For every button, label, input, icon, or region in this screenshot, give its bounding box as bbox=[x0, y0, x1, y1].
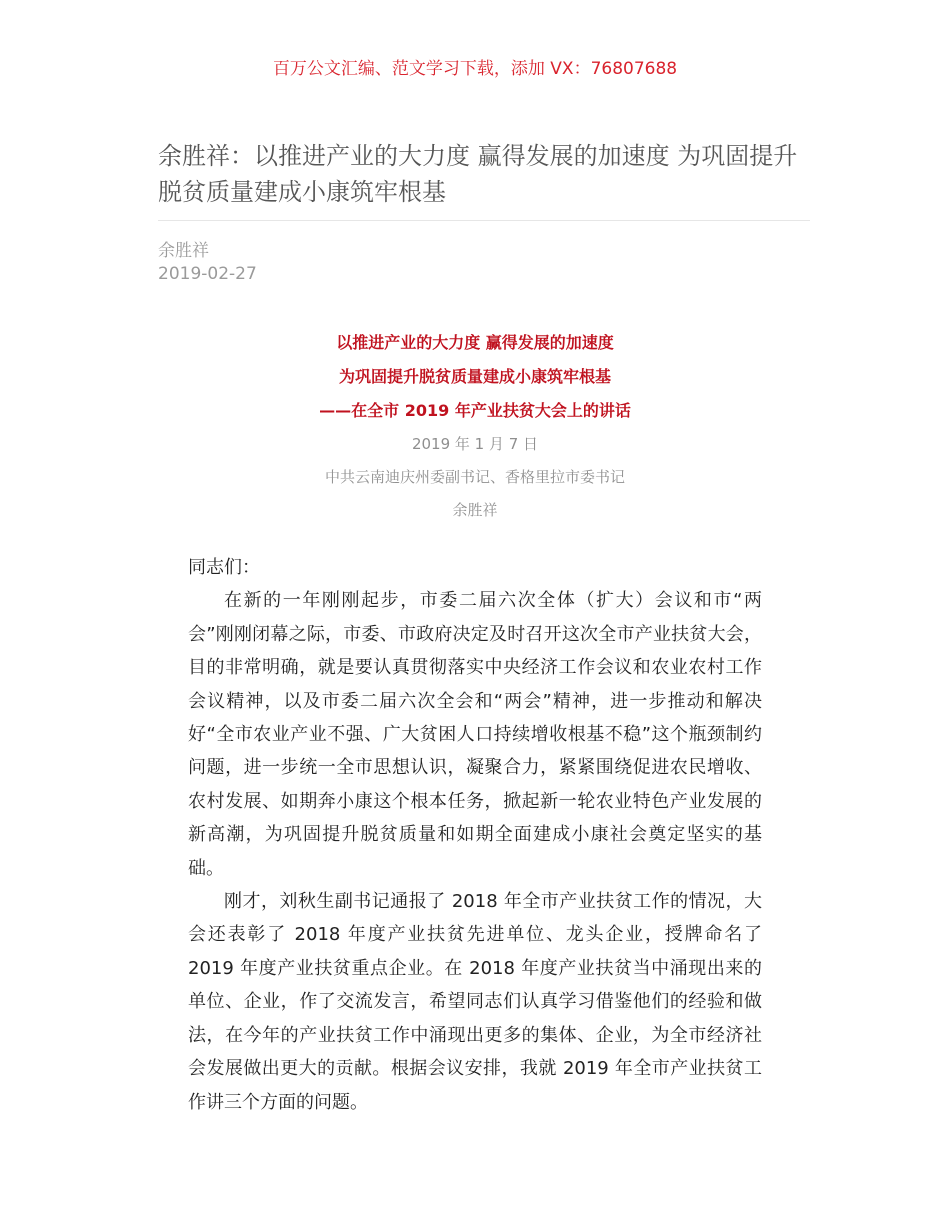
article-date: 2019-02-27 bbox=[158, 264, 257, 284]
speech-title-line-2: 为巩固提升脱贫质量建成小康筑牢根基 bbox=[338, 367, 611, 386]
article-meta bbox=[158, 240, 257, 286]
promo-banner: 百万公文汇编、范文学习下载，添加 VX：76807688 bbox=[272, 59, 678, 79]
speech-body bbox=[188, 551, 762, 1119]
speech-date: 2019 年 1 月 7 日 bbox=[411, 435, 539, 453]
speech-subtitle: ——在全市 2019 年产业扶贫大会上的讲话 bbox=[319, 401, 631, 420]
speech-title-line-1: 以推进产业的大力度 赢得发展的加速度 bbox=[336, 333, 614, 352]
body-paragraph-2: 刚才，刘秋生副书记通报了 2018 年全市产业扶贫工作的情况，大会还表彰了 2018 年度产业扶贫先进单位、龙头企业，授牌命名了 2019 年度产业扶贫重点企业。在 2018 年度产业扶贫当中涌现出来的单位、企业，作了交流发言，希望同志们认真学习借鉴他们的经验和做法，在今年的产业扶贫工作中涌现出更多的集体、企业，为全市经济社会发展做出更大的贡献。根据会议安排，我就 2019 年全市产业扶贫工作讲三个方面的问题。 bbox=[188, 891, 762, 1113]
speech-header bbox=[0, 326, 950, 527]
article-author: 余胜祥 bbox=[158, 241, 209, 261]
title-divider bbox=[158, 220, 810, 221]
salutation: 同志们： bbox=[188, 557, 260, 578]
article-title: 余胜祥：以推进产业的大力度 赢得发展的加速度 为巩固提升脱贫质量建成小康筑牢根基 bbox=[158, 142, 798, 206]
body-paragraph-1: 在新的一年刚刚起步，市委二届六次全体（扩大）会议和市“两会”刚刚闭幕之际，市委、市政府决定及时召开这次全市产业扶贫大会，目的非常明确，就是要认真贯彻落实中央经济工作会议和农业农村工作会议精神，以及市委二届六次全会和“两会”精神，进一步推动和解决好“全市农业产业不强、广大贫困人口持续增收根基不稳”这个瓶颈制约问题，进一步统一全市思想认识，凝聚合力，紧紧围绕促进农民增收、农村发展、如期奔小康这个根本任务，掀起新一轮农业特色产业发展的新高潮，为巩固提升脱贫质量和如期全面建成小康社会奠定坚实的基础。 bbox=[188, 590, 762, 879]
speaker-name: 余胜祥 bbox=[452, 501, 498, 519]
speaker-role: 中共云南迪庆州委副书记、香格里拉市委书记 bbox=[324, 468, 625, 486]
